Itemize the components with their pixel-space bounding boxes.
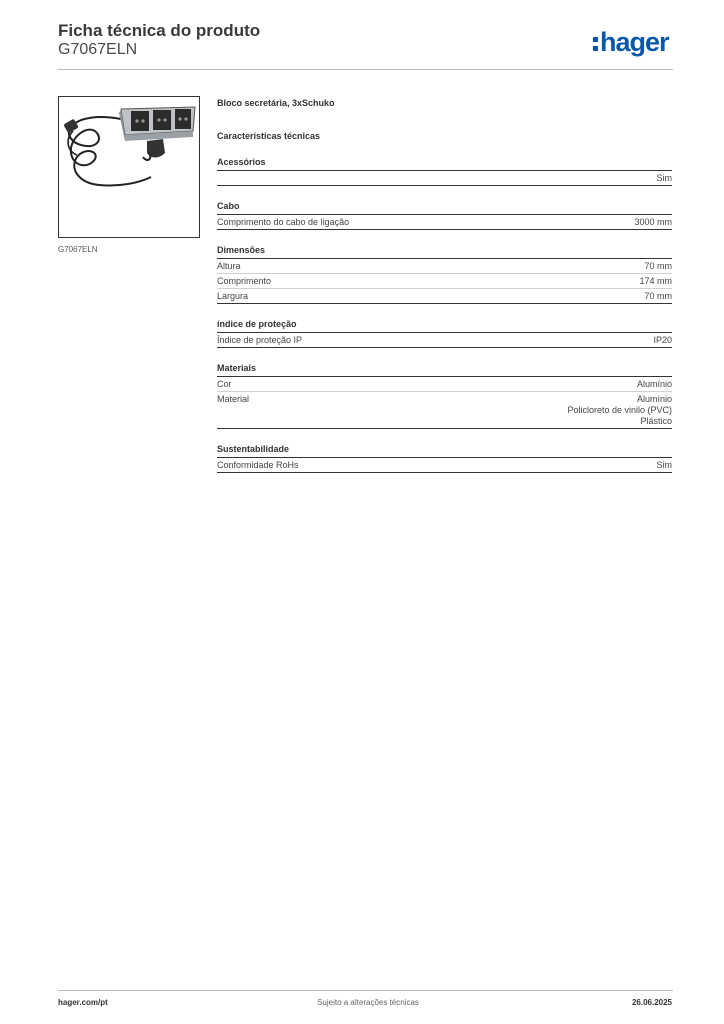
image-caption: G7067ELN — [58, 245, 98, 254]
spec-value: 3000 mm — [634, 217, 672, 227]
header-divider — [58, 69, 673, 70]
spec-label: Conformidade RoHs — [217, 460, 299, 470]
page-title: Ficha técnica do produto — [58, 21, 261, 40]
section-materials — [217, 363, 672, 429]
tech-title: Características técnicas — [217, 131, 321, 141]
spec-row — [217, 333, 672, 348]
spec-content — [217, 97, 672, 473]
spec-value: IP20 — [653, 335, 672, 345]
section-protection — [217, 319, 672, 348]
section-cable — [217, 201, 672, 230]
section-title: Materiais — [217, 363, 672, 377]
spec-row — [217, 274, 672, 289]
spec-value: 174 mm — [639, 276, 672, 286]
section-dimensions — [217, 245, 672, 304]
section-title: Cabo — [217, 201, 672, 215]
section-title: Dimensões — [217, 245, 672, 259]
spec-label: Cor — [217, 379, 232, 389]
spec-label: Material — [217, 394, 250, 404]
logo-dots-icon — [593, 37, 598, 51]
section-accessories — [217, 157, 672, 186]
spec-value: 70 mm — [644, 291, 672, 301]
section-title: índice de proteção — [217, 319, 672, 333]
hager-logo — [593, 27, 669, 57]
footer-website[interactable]: hager.com/pt — [58, 998, 108, 1007]
section-sustainability — [217, 444, 672, 473]
footer-divider — [58, 990, 673, 991]
spec-label: Largura — [217, 291, 249, 301]
product-name: Bloco secretária, 3xSchuko — [217, 98, 335, 108]
product-image — [58, 96, 200, 238]
spec-row — [217, 171, 672, 186]
spec-row — [217, 458, 672, 473]
section-title: Sustentabilidade — [217, 444, 672, 458]
spec-row — [217, 392, 672, 429]
spec-label: Índice de proteção IP — [217, 335, 303, 345]
spec-row — [217, 215, 672, 230]
spec-value: Sim — [656, 460, 672, 470]
product-code: G7067ELN — [58, 41, 138, 58]
spec-value: Sim — [656, 173, 672, 183]
spec-value: Alumínio Policloreto de vinilo (PVC) Plástico — [567, 394, 672, 426]
power-strip-icon — [59, 97, 199, 237]
section-title: Acessórios — [217, 157, 672, 171]
spec-label: Comprimento do cabo de ligação — [217, 217, 350, 227]
spec-row — [217, 259, 672, 274]
spec-row — [217, 289, 672, 304]
spec-value: Alumínio — [636, 379, 672, 389]
spec-label: Altura — [217, 261, 241, 271]
spec-value: 70 mm — [644, 261, 672, 271]
footer-date: 26.06.2025 — [631, 998, 672, 1007]
footer-note: Sujeito a alterações técnicas — [317, 998, 419, 1007]
spec-label: Comprimento — [217, 276, 272, 286]
spec-row — [217, 377, 672, 392]
logo-text: hager — [600, 27, 669, 57]
